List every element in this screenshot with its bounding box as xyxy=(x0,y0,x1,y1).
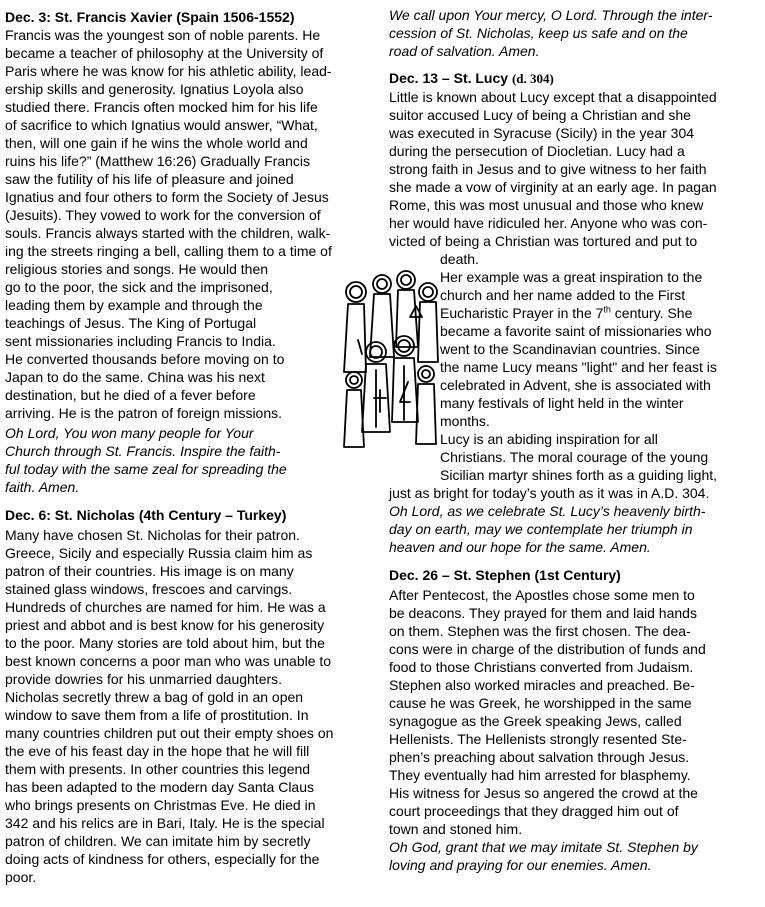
text-line: saw the futility of his life of pleasure and joined xyxy=(5,171,294,187)
prayer-line: Oh Lord, You won many people for Your xyxy=(5,425,254,441)
text-line: on them. Stephen was the first chosen. The dea- xyxy=(389,623,691,639)
nicholas-heading: Dec. 6: St. Nicholas (4th Century – Turkey) xyxy=(5,507,287,523)
text-line: the name Lucy means "light" and her feast is xyxy=(440,359,717,375)
text-line: to the poor. Many stories are told about him, but the xyxy=(5,635,325,651)
lucy-heading-title: Dec. 13 – St. Lucy xyxy=(389,70,509,86)
text-line: stained glass windows, frescoes and carvings. xyxy=(5,581,293,597)
text-line: studied there. Francis often mocked him for his life xyxy=(5,99,318,115)
text-line: destination, but he died of a fever before xyxy=(5,387,256,403)
text-line: patron of their countries. His image is on many xyxy=(5,563,294,579)
text-line: teachings of Jesus. The King of Portugal xyxy=(5,315,257,331)
text-line: court proceedings that they dragged him out of xyxy=(389,803,679,819)
text-line: death. xyxy=(440,251,479,267)
stephen-heading: Dec. 26 – St. Stephen (1st Century) xyxy=(389,567,621,583)
text-line: celebrated in Advent, she is associated with xyxy=(440,377,711,393)
text-line: religious stories and songs. He would then xyxy=(5,261,269,277)
text-line: poor. xyxy=(5,869,37,885)
text-line: ruins his life?” (Matthew 16:26) Gradually Francis xyxy=(5,153,311,169)
text-line: Many have chosen St. Nicholas for their patron. xyxy=(5,527,300,543)
text-line: sent missionaries including Francis to India. xyxy=(5,333,276,349)
text-line: Stephen also worked miracles and preached. Be- xyxy=(389,677,695,693)
text-line: best known concerns a poor man who was unable to xyxy=(5,653,332,669)
text-line: food to those Christians converted from Judaism. xyxy=(389,659,694,675)
lucy-heading-date: (d. 304) xyxy=(511,71,554,86)
text-line xyxy=(440,304,692,322)
text-line: was executed in Syracuse (Sicily) in the year 304 xyxy=(389,125,695,141)
text-line: phen’s preaching about salvation through Jesus. xyxy=(389,749,690,765)
prayer-line: Oh Lord, as we celebrate St. Lucy’s heavenly birth- xyxy=(389,503,706,519)
text-line: she made a vow of virginity at an early age. In pagan xyxy=(389,179,717,195)
text-line: (Jesuits). They vowed to work for the conversion of xyxy=(5,207,321,223)
text-line: Hellenists. The Hellenists strongly resented Ste- xyxy=(389,731,687,747)
text-line: months. xyxy=(440,413,490,429)
text-line: who brings presents on Christmas Eve. He died in xyxy=(5,797,316,813)
text-line: church and her name added to the First xyxy=(440,287,686,303)
text-line: Nicholas secretly threw a bag of gold in an open xyxy=(5,689,304,705)
text-line: be deacons. They prayed for them and laid hands xyxy=(389,605,697,621)
ep-sup: th xyxy=(603,304,611,315)
text-line: many festivals of light held in the winter xyxy=(440,395,684,411)
text-line: ership skills and generosity. Ignatius Loyola also xyxy=(5,81,304,97)
text-line: priest and abbot and is best know for his generosity xyxy=(5,617,325,633)
lucy-heading xyxy=(389,69,554,88)
text-line: He converted thousands before moving on to xyxy=(5,351,285,367)
text-line: provide dowries for his unmarried daughters. xyxy=(5,671,283,687)
text-line: just as bright for today’s youth as it was in A.D. 304. xyxy=(389,485,710,501)
text-line: His witness for Jesus so angered the crowd at the xyxy=(389,785,698,801)
text-line: They eventually had him arrested for blasphemy. xyxy=(389,767,691,783)
text-line: Paris where he was know for his athletic ability, lead- xyxy=(5,63,332,79)
text-line: patron of children. We can imitate him by secretly xyxy=(5,833,311,849)
text-line: many countries children put out their empty shoes on xyxy=(5,725,334,741)
text-line: of sacrifice to which Ignatius would answer, “What, xyxy=(5,117,318,133)
text-line: cause he was Greek, he worshipped in the same xyxy=(389,695,692,711)
ep-suffix: century. She xyxy=(610,305,693,321)
text-line: victed of being a Christian was tortured and put to xyxy=(389,233,698,249)
prayer-line: We call upon Your mercy, O Lord. Through the inter- xyxy=(389,7,713,23)
prayer-line: heaven and our hope for the same. Amen. xyxy=(389,539,651,555)
text-line: then, will one gain if he wins the whole world and xyxy=(5,135,308,151)
prayer-line: day on earth, may we contemplate her triumph in xyxy=(389,521,693,537)
text-line: arriving. He is the patron of foreign missions. xyxy=(5,405,283,421)
xavier-heading: Dec. 3: St. Francis Xavier (Spain 1506-1552) xyxy=(5,9,295,25)
text-line: has been adapted to the modern day Santa Claus xyxy=(5,779,314,795)
prayer-line: Oh God, grant that we may imitate St. Stephen by xyxy=(389,839,698,855)
text-line: ing the streets ringing a bell, calling them to a time of xyxy=(5,243,332,259)
text-line: Her example was a great inspiration to the xyxy=(440,269,703,285)
prayer-line: road of salvation. Amen. xyxy=(389,43,540,59)
text-line: After Pentecost, the Apostles chose some men to xyxy=(389,587,695,603)
text-line: went to the Scandinavian countries. Since xyxy=(440,341,700,357)
text-line: leading them by example and through the xyxy=(5,297,263,313)
text-line: doing acts of kindness for others, especially for the xyxy=(5,851,320,867)
text-line: souls. Francis always started with the children, walk- xyxy=(5,225,331,241)
text-line: the eve of his feast day in the hope that he will fill xyxy=(5,743,310,759)
text-line: suitor accused Lucy of being a Christian and she xyxy=(389,107,691,123)
text-line: Little is known about Lucy except that a disappointed xyxy=(389,89,717,105)
text-line: her would have ridiculed her. Anyone who was con- xyxy=(389,215,708,231)
text-line: 342 and his relics are in Bari, Italy. He is the special xyxy=(5,815,325,831)
text-line: window to save them from a life of prostitution. In xyxy=(5,707,309,723)
text-line: cons were in charge of the distribution of funds and xyxy=(389,641,706,657)
text-line: town and stoned him. xyxy=(389,821,523,837)
saints-group-icon xyxy=(338,262,442,452)
prayer-line: faith. Amen. xyxy=(5,479,80,495)
text-line: Rome, this was most unusual and those who knew xyxy=(389,197,704,213)
text-line: Hundreds of churches are named for him. He was a xyxy=(5,599,326,615)
text-line: go to the poor, the sick and the imprisoned, xyxy=(5,279,273,295)
prayer-line: ful today with the same zeal for spreading the xyxy=(5,461,287,477)
text-line: became a favorite saint of missionaries who xyxy=(440,323,712,339)
text-line: became a teacher of philosophy at the University of xyxy=(5,45,324,61)
text-line: Ignatius and four others to form the Society of Jesus xyxy=(5,189,329,205)
text-line: synagogue as the Greek speaking Jews, called xyxy=(389,713,682,729)
text-line: Japan to do the same. China was his next xyxy=(5,369,265,385)
text-line: Francis was the youngest son of noble parents. He xyxy=(5,27,321,43)
prayer-line: loving and praying for our enemies. Amen. xyxy=(389,857,652,873)
text-line: Christians. The moral courage of the young xyxy=(440,449,709,465)
text-line: Greece, Sicily and especially Russia claim him as xyxy=(5,545,313,561)
text-line: Sicilian martyr shines forth as a guiding light, xyxy=(440,467,718,483)
text-line: strong faith in Jesus and to give witness to her faith xyxy=(389,161,707,177)
text-line: Lucy is an abiding inspiration for all xyxy=(440,431,658,447)
text-line: them with presents. In other countries this legend xyxy=(5,761,311,777)
prayer-line: cession of St. Nicholas, keep us safe and on the xyxy=(389,25,688,41)
ep-prefix: Eucharistic Prayer in the 7 xyxy=(440,305,604,321)
text-line: during the persecution of Diocletian. Lucy had a xyxy=(389,143,685,159)
prayer-line: Church through St. Francis. Inspire the faith- xyxy=(5,443,281,459)
